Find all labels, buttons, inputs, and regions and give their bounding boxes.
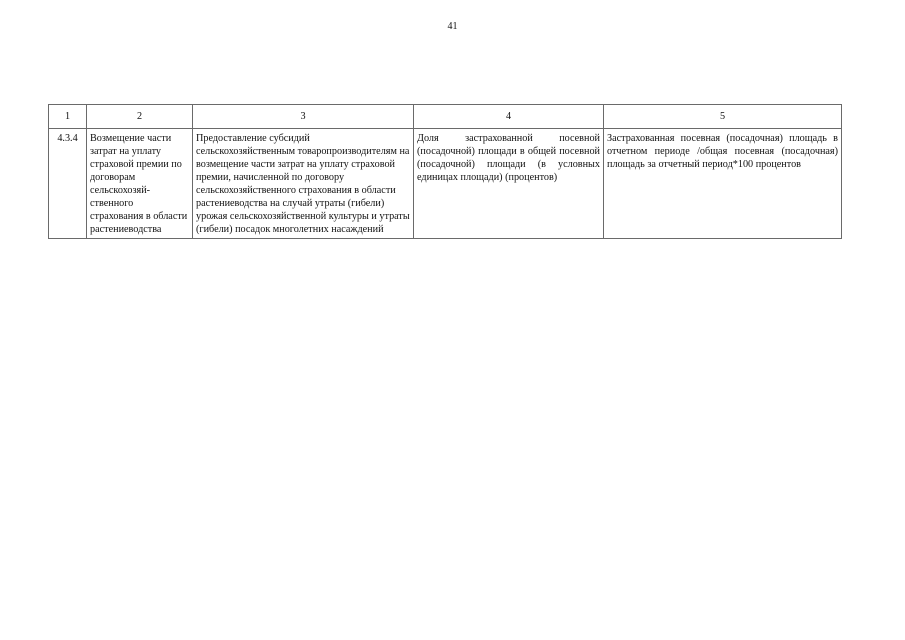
row-code-cell: 4.3.4 [49,129,87,239]
column-header-1: 1 [49,105,87,129]
column-header-4: 4 [414,105,604,129]
table-row [49,129,842,239]
page-number: 41 [447,21,458,32]
row-indicator-cell: Доля застрахованной посевной (посадочной) площади в общей посевной (посадочной) площади (в условных единицах площади) (процентов) [414,129,604,239]
row-name-cell: Возмещение части затрат на уплату страховой премии по договорам сельскохозяй-ственного страхования в области растениеводства [87,129,193,239]
table-header-row [49,105,842,129]
row-description-cell: Предоставление субсидий сельскохозяйственным товаропроизводителям на возмещение части затрат на уплату страховой премии, начисленной по договору сельскохозяйственного страхования в области растениеводства на случай утраты (гибели) урожая сельскохозяйственной культуры и утраты (гибели) посадок многолетних насаждений [193,129,414,239]
column-header-2: 2 [87,105,193,129]
column-header-3: 3 [193,105,414,129]
indicator-table [48,104,842,239]
row-formula-cell: Застрахованная посевная (посадочная) площадь в отчетном периоде /общая посевная (посадочная) площадь за отчетный период*100 процентов [604,129,842,239]
column-header-5: 5 [604,105,842,129]
